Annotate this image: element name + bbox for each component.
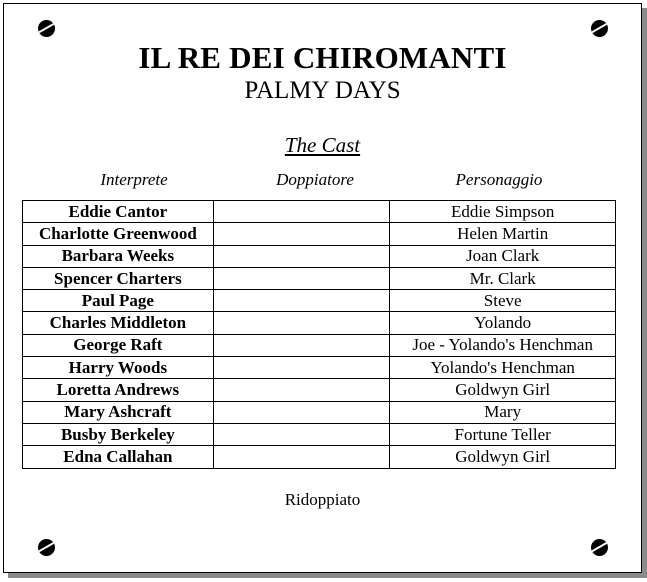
table-row: [23, 201, 616, 223]
dubber-cell: [213, 312, 390, 334]
actor-cell: Charlotte Greenwood: [23, 223, 214, 245]
role-cell: Fortune Teller: [390, 423, 616, 445]
cast-table: [22, 200, 616, 469]
screw-icon: [591, 539, 608, 556]
actor-cell: Harry Woods: [23, 357, 214, 379]
original-title: PALMY DAYS: [244, 77, 401, 104]
actor-cell: Spencer Charters: [23, 267, 214, 289]
role-cell: Joan Clark: [390, 245, 616, 267]
actor-cell: Barbara Weeks: [23, 245, 214, 267]
dubber-cell: [213, 334, 390, 356]
actor-cell: Edna Callahan: [23, 446, 214, 468]
dubber-cell: [213, 245, 390, 267]
column-header-actor: Interprete: [100, 170, 168, 189]
role-cell: Yolando: [390, 312, 616, 334]
role-cell: Mr. Clark: [390, 267, 616, 289]
actor-cell: Busby Berkeley: [23, 423, 214, 445]
dubber-cell: [213, 446, 390, 468]
column-header-dubber: Doppiatore: [276, 170, 354, 189]
dubber-cell: [213, 357, 390, 379]
table-row: [23, 334, 616, 356]
table-row: [23, 245, 616, 267]
dubber-cell: [213, 223, 390, 245]
table-row: [23, 312, 616, 334]
actor-cell: Eddie Cantor: [23, 201, 214, 223]
film-title: IL RE DEI CHIROMANTI: [138, 40, 507, 75]
role-cell: Joe - Yolando's Henchman: [390, 334, 616, 356]
actor-cell: Mary Ashcraft: [23, 401, 214, 423]
role-cell: Goldwyn Girl: [390, 379, 616, 401]
actor-cell: Loretta Andrews: [23, 379, 214, 401]
actor-cell: Paul Page: [23, 290, 214, 312]
table-row: [23, 223, 616, 245]
table-row: [23, 423, 616, 445]
dubber-cell: [213, 401, 390, 423]
cast-plaque: [3, 3, 642, 573]
dubber-cell: [213, 201, 390, 223]
role-cell: Goldwyn Girl: [390, 446, 616, 468]
cast-heading: The Cast: [284, 133, 361, 157]
table-row: [23, 290, 616, 312]
table-row: [23, 446, 616, 468]
role-cell: Steve: [390, 290, 616, 312]
actor-cell: George Raft: [23, 334, 214, 356]
table-row: [23, 267, 616, 289]
table-row: [23, 401, 616, 423]
screw-icon: [38, 539, 55, 556]
role-cell: Helen Martin: [390, 223, 616, 245]
footer-note: Ridoppiato: [284, 490, 361, 509]
screw-icon: [38, 20, 55, 37]
role-cell: Yolando's Henchman: [390, 357, 616, 379]
screw-icon: [591, 20, 608, 37]
column-header-role: Personaggio: [455, 170, 543, 189]
dubber-cell: [213, 267, 390, 289]
table-row: [23, 379, 616, 401]
table-row: [23, 357, 616, 379]
dubber-cell: [213, 379, 390, 401]
role-cell: Mary: [390, 401, 616, 423]
role-cell: Eddie Simpson: [390, 201, 616, 223]
dubber-cell: [213, 423, 390, 445]
dubber-cell: [213, 290, 390, 312]
actor-cell: Charles Middleton: [23, 312, 214, 334]
